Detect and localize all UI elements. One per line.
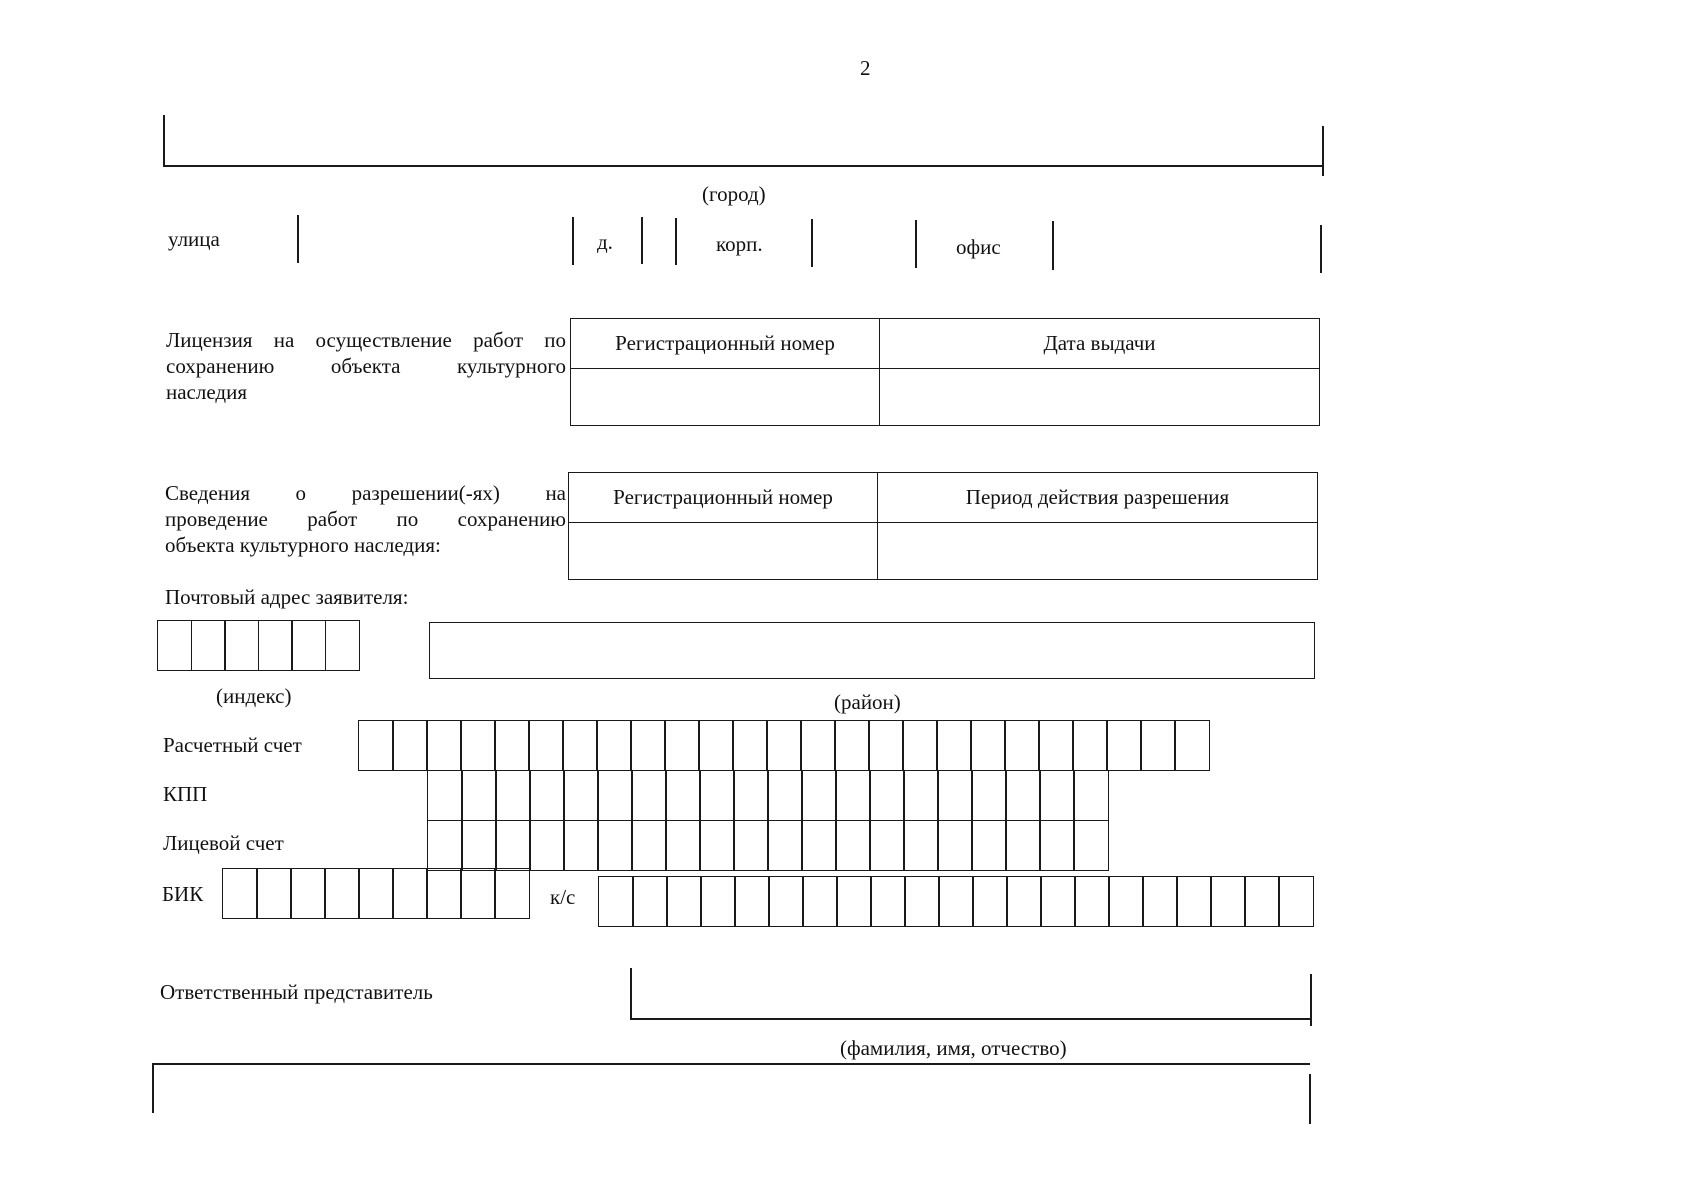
corr-account-cells[interactable]	[598, 876, 1314, 927]
digit-cell[interactable]	[970, 720, 1006, 771]
house-input[interactable]	[643, 217, 673, 264]
digit-cell[interactable]	[1004, 720, 1040, 771]
digit-cell[interactable]	[597, 770, 633, 821]
digit-cell[interactable]	[937, 770, 973, 821]
digit-cell[interactable]	[324, 868, 360, 919]
digit-cell[interactable]	[836, 876, 872, 927]
digit-cell[interactable]	[222, 868, 258, 919]
digit-cell[interactable]	[1142, 876, 1178, 927]
digit-cell[interactable]	[529, 820, 565, 871]
digit-cell[interactable]	[1005, 770, 1041, 821]
digit-cell[interactable]	[632, 876, 668, 927]
digit-cell[interactable]	[665, 770, 701, 821]
digit-cell[interactable]	[768, 876, 804, 927]
digit-cell[interactable]	[1039, 820, 1075, 871]
digit-cell[interactable]	[598, 876, 634, 927]
digit-cell[interactable]	[733, 820, 769, 871]
digit-cell[interactable]	[903, 820, 939, 871]
license-issue-date-cell[interactable]	[880, 369, 1320, 426]
digit-cell[interactable]	[630, 720, 666, 771]
digit-cell[interactable]	[699, 770, 735, 821]
account-cells[interactable]	[358, 720, 1210, 771]
digit-cell[interactable]	[1244, 876, 1280, 927]
corr-account-label: к/с	[550, 885, 576, 909]
digit-cell[interactable]	[460, 868, 496, 919]
digit-cell[interactable]	[1140, 720, 1176, 771]
digit-cell[interactable]	[766, 720, 802, 771]
digit-cell[interactable]	[495, 770, 531, 821]
digit-cell[interactable]	[971, 770, 1007, 821]
permission-label: Сведения о разрешении(-ях) на проведение работ по сохранению объекта культурного наследия:	[165, 481, 566, 557]
digit-cell[interactable]	[732, 720, 768, 771]
digit-cell[interactable]	[460, 720, 496, 771]
license-label: Лицензия на осуществление работ по сохранению объекта культурного наследия	[166, 328, 566, 404]
city-caption: (город)	[702, 182, 766, 206]
digit-cell[interactable]	[902, 720, 938, 771]
digit-cell[interactable]	[358, 868, 394, 919]
digit-cell[interactable]	[1108, 876, 1144, 927]
digit-cell[interactable]	[869, 820, 905, 871]
digit-cell[interactable]	[392, 868, 428, 919]
digit-cell[interactable]	[256, 868, 292, 919]
kpp-cells[interactable]	[427, 770, 1109, 821]
license-reg-number-header: Регистрационный номер	[571, 319, 880, 369]
digit-cell[interactable]	[802, 876, 838, 927]
postal-index-cells[interactable]	[157, 620, 360, 671]
representative-name-caption: (фамилия, имя, отчество)	[840, 1036, 1067, 1060]
district-input[interactable]	[429, 622, 1315, 679]
digit-cell[interactable]	[937, 820, 973, 871]
digit-cell[interactable]	[290, 868, 326, 919]
digit-cell[interactable]	[461, 770, 497, 821]
digit-cell[interactable]	[427, 770, 463, 821]
postal-index-caption: (индекс)	[216, 684, 292, 708]
digit-cell[interactable]	[1174, 720, 1210, 771]
digit-cell[interactable]	[494, 720, 530, 771]
digit-cell[interactable]	[800, 720, 836, 771]
permission-period-header: Период действия разрешения	[878, 473, 1318, 523]
building-input[interactable]	[813, 219, 913, 267]
digit-cell[interactable]	[1040, 876, 1076, 927]
district-caption: (район)	[834, 690, 901, 714]
personal-account-cells[interactable]	[427, 820, 1109, 871]
digit-cell[interactable]	[426, 868, 462, 919]
license-issue-date-header: Дата выдачи	[880, 319, 1320, 369]
digit-cell[interactable]	[971, 820, 1007, 871]
digit-cell[interactable]	[834, 720, 870, 771]
digit-cell[interactable]	[494, 868, 530, 919]
digit-cell[interactable]	[631, 820, 667, 871]
digit-cell[interactable]	[596, 720, 632, 771]
digit-cell[interactable]	[1106, 720, 1142, 771]
digit-cell[interactable]	[1073, 820, 1109, 871]
digit-cell[interactable]	[392, 720, 428, 771]
digit-cell[interactable]	[1073, 770, 1109, 821]
bik-label: БИК	[162, 882, 204, 906]
digit-cell[interactable]	[495, 820, 531, 871]
digit-cell[interactable]	[1210, 876, 1246, 927]
digit-cell[interactable]	[767, 820, 803, 871]
digit-cell[interactable]	[1176, 876, 1212, 927]
license-table	[570, 318, 1320, 426]
page-number: 2	[860, 56, 871, 80]
digit-cell[interactable]	[938, 876, 974, 927]
digit-cell[interactable]	[1278, 876, 1314, 927]
digit-cell[interactable]	[563, 820, 599, 871]
digit-cell[interactable]	[734, 876, 770, 927]
digit-cell[interactable]	[597, 820, 633, 871]
permission-period-cell[interactable]	[878, 523, 1318, 580]
digit-cell[interactable]	[1005, 820, 1041, 871]
digit-cell[interactable]	[358, 720, 394, 771]
digit-cell[interactable]	[903, 770, 939, 821]
building-label: корп.	[716, 232, 763, 256]
digit-cell[interactable]	[665, 820, 701, 871]
permission-reg-number-header: Регистрационный номер	[569, 473, 878, 523]
license-reg-number-cell[interactable]	[571, 369, 880, 426]
digit-cell[interactable]	[733, 770, 769, 821]
digit-cell[interactable]	[427, 820, 463, 871]
digit-cell[interactable]	[699, 820, 735, 871]
digit-cell[interactable]	[1038, 720, 1074, 771]
digit-cell[interactable]	[869, 770, 905, 821]
account-label: Расчетный счет	[163, 733, 302, 757]
digit-cell[interactable]	[563, 770, 599, 821]
digit-cell[interactable]	[972, 876, 1008, 927]
digit-cell[interactable]	[801, 770, 837, 821]
office-label: офис	[956, 235, 1001, 259]
digit-cell[interactable]	[835, 770, 871, 821]
postal-address-label: Почтовый адрес заявителя:	[165, 585, 409, 609]
digit-cell[interactable]	[767, 770, 803, 821]
digit-cell[interactable]	[1039, 770, 1075, 821]
digit-cell[interactable]	[461, 820, 497, 871]
digit-cell[interactable]	[870, 876, 906, 927]
office-input[interactable]	[1054, 221, 1318, 270]
digit-cell[interactable]	[1006, 876, 1042, 927]
digit-cell[interactable]	[700, 876, 736, 927]
street-input[interactable]	[300, 215, 570, 263]
digit-cell[interactable]	[1072, 720, 1108, 771]
digit-cell[interactable]	[562, 720, 598, 771]
bik-cells[interactable]	[222, 868, 530, 919]
digit-cell[interactable]	[631, 770, 667, 821]
digit-cell[interactable]	[698, 720, 734, 771]
digit-cell[interactable]	[426, 720, 462, 771]
street-label: улица	[168, 227, 220, 251]
digit-cell[interactable]	[664, 720, 700, 771]
digit-cell[interactable]	[666, 876, 702, 927]
digit-cell[interactable]	[1074, 876, 1110, 927]
digit-cell[interactable]	[868, 720, 904, 771]
digit-cell[interactable]	[936, 720, 972, 771]
house-label: д.	[597, 230, 613, 254]
personal-account-label: Лицевой счет	[163, 831, 284, 855]
representative-label: Ответственный представитель	[160, 980, 433, 1004]
digit-cell[interactable]	[529, 770, 565, 821]
digit-cell[interactable]	[835, 820, 871, 871]
permission-reg-number-cell[interactable]	[569, 523, 878, 580]
kpp-label: КПП	[163, 782, 208, 806]
digit-cell[interactable]	[801, 820, 837, 871]
permission-table	[568, 472, 1318, 580]
digit-cell[interactable]	[904, 876, 940, 927]
digit-cell[interactable]	[528, 720, 564, 771]
